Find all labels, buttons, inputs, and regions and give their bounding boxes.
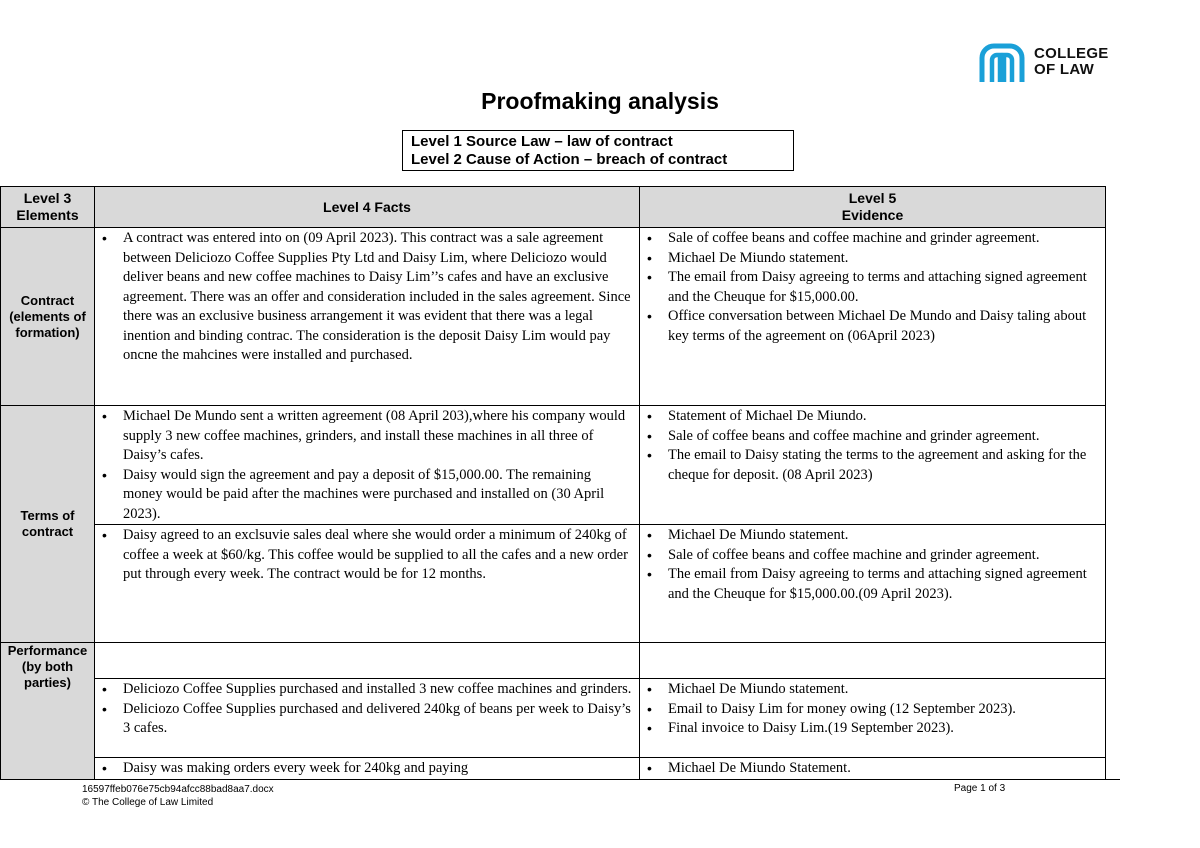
facts-cell (95, 525, 640, 643)
footer-copyright: © The College of Law Limited (82, 797, 214, 808)
table-row (1, 643, 1106, 679)
list-item: • The email to Daisy stating the terms to the agreement and asking for the cheque for deposit. (08 April 2023) (668, 446, 1099, 485)
header-level-5 (640, 187, 1106, 228)
table-row (1, 758, 1106, 780)
table-row (1, 406, 1106, 525)
level-2-line: Level 2 Cause of Action – breach of contract (411, 151, 728, 168)
facts-cell-empty (95, 643, 640, 679)
footer-page-number: Page 1 of 3 (954, 783, 1006, 794)
list-item: • The email from Daisy agreeing to terms and attaching signed agreement and the Cheuque for $15,000.00.(09 April 2023). (668, 565, 1099, 604)
element-terms (1, 406, 95, 643)
list-item: • Daisy was making orders every week for 240kg and paying (123, 759, 633, 779)
list-item: • The email from Daisy agreeing to terms and attaching signed agreement and the Cheuque for $15,000.00. (668, 268, 1099, 307)
page-title: Proofmaking analysis (481, 88, 719, 114)
list-item: • Sale of coffee beans and coffee machine and grinder agreement. (668, 546, 1099, 566)
facts-cell (95, 406, 640, 525)
list-item: • Michael De Mundo sent a written agreement (08 April 203),where his company would supply 3 new coffee machines, grinders, and install these machines in all three of Daisy’s cafes. (123, 407, 633, 466)
footer-divider (0, 779, 1120, 780)
list-item: • Sale of coffee beans and coffee machine and grinder agreement. (668, 229, 1099, 249)
element-terms-label: Terms of contract (20, 508, 75, 539)
logo-line-1: COLLEGE (1034, 45, 1109, 62)
list-item: • Daisy agreed to an exclsuvie sales deal where she would order a minimum of 240kg of coffee a week at $60/kg. This coffee would be supplied to all the cafes and a new order put through every week. The contract would be for 12 months. (123, 526, 633, 585)
list-item: • Michael De Miundo statement. (668, 249, 1099, 269)
list-item: • Statement of Michael De Miundo. (668, 407, 1099, 427)
levels-box (402, 130, 794, 171)
element-contract-label: Contract (elements of formation) (9, 292, 86, 340)
facts-cell (95, 228, 640, 406)
college-of-law-logo (978, 40, 1118, 88)
header-level-5-line1: Level 5 (848, 190, 897, 206)
list-item: • Michael De Miundo Statement. (668, 759, 1099, 779)
footer-left (82, 783, 274, 809)
list-item: • Final invoice to Daisy Lim.(19 September 2023). (668, 719, 1099, 739)
list-item: • Sale of coffee beans and coffee machine and grinder agreement. (668, 427, 1099, 447)
header-level-4: Level 4 Facts (95, 187, 640, 228)
table-row (1, 525, 1106, 643)
header-level-3: Level 3 Elements (1, 187, 95, 228)
list-item: • Michael De Miundo statement. (668, 526, 1099, 546)
list-item: • Daisy would sign the agreement and pay a deposit of $15,000.00. The remaining money would be paid after the machines were purchased and installed on (30 April 2023). (123, 466, 633, 525)
logo-line-2: OF LAW (1034, 61, 1095, 78)
list-item: • Michael De Miundo statement. (668, 680, 1099, 700)
table-row (1, 679, 1106, 758)
facts-cell (95, 758, 640, 780)
element-performance-label: Performance (by both parties) (7, 643, 88, 690)
header-level-5-line2: Evidence (841, 207, 904, 223)
list-item: • Deliciozo Coffee Supplies purchased and delivered 240kg of beans per week to Daisy’s 3 cafes. (123, 700, 633, 739)
footer-filename: 16597ffeb076e75cb94afcc88bad8aa7.docx (82, 784, 274, 795)
element-performance (1, 643, 95, 780)
list-item: • Deliciozo Coffee Supplies purchased and installed 3 new coffee machines and grinders. (123, 680, 633, 700)
evidence-cell (640, 525, 1106, 643)
college-logo-icon (978, 42, 1026, 86)
evidence-cell (640, 228, 1106, 406)
proofmaking-table (0, 186, 1106, 780)
header-row (1, 187, 1106, 228)
facts-cell (95, 679, 640, 758)
list-item: • Office conversation between Michael De Mundo and Daisy taling about key terms of the agreement on (06April 2023) (668, 307, 1099, 346)
table-row (1, 228, 1106, 406)
evidence-cell (640, 679, 1106, 758)
element-contract (1, 228, 95, 406)
list-item: • Email to Daisy Lim for money owing (12 September 2023). (668, 700, 1099, 720)
evidence-cell-empty (640, 643, 1106, 679)
evidence-cell (640, 758, 1106, 780)
level-1-line: Level 1 Source Law – law of contract (411, 133, 673, 150)
list-item: • A contract was entered into on (09 April 2023). This contract was a sale agreement between Deliciozo Coffee Supplies Pty Ltd and Daisy Lim, where Deliciozo would deliver beans and new coffee machines to Daisy Lim’’s cafes and have an exclusive agreement. There was an offer and consideration included in the sales agreement. Since there was an exclusive business arrangement it was evident that there was a legal inention and binding contrac. The consideration is the deposit Daisy Lim would pay oncne the mahcines were installed and purchased. (123, 229, 633, 366)
evidence-cell (640, 406, 1106, 525)
logo-text (1034, 46, 1109, 78)
